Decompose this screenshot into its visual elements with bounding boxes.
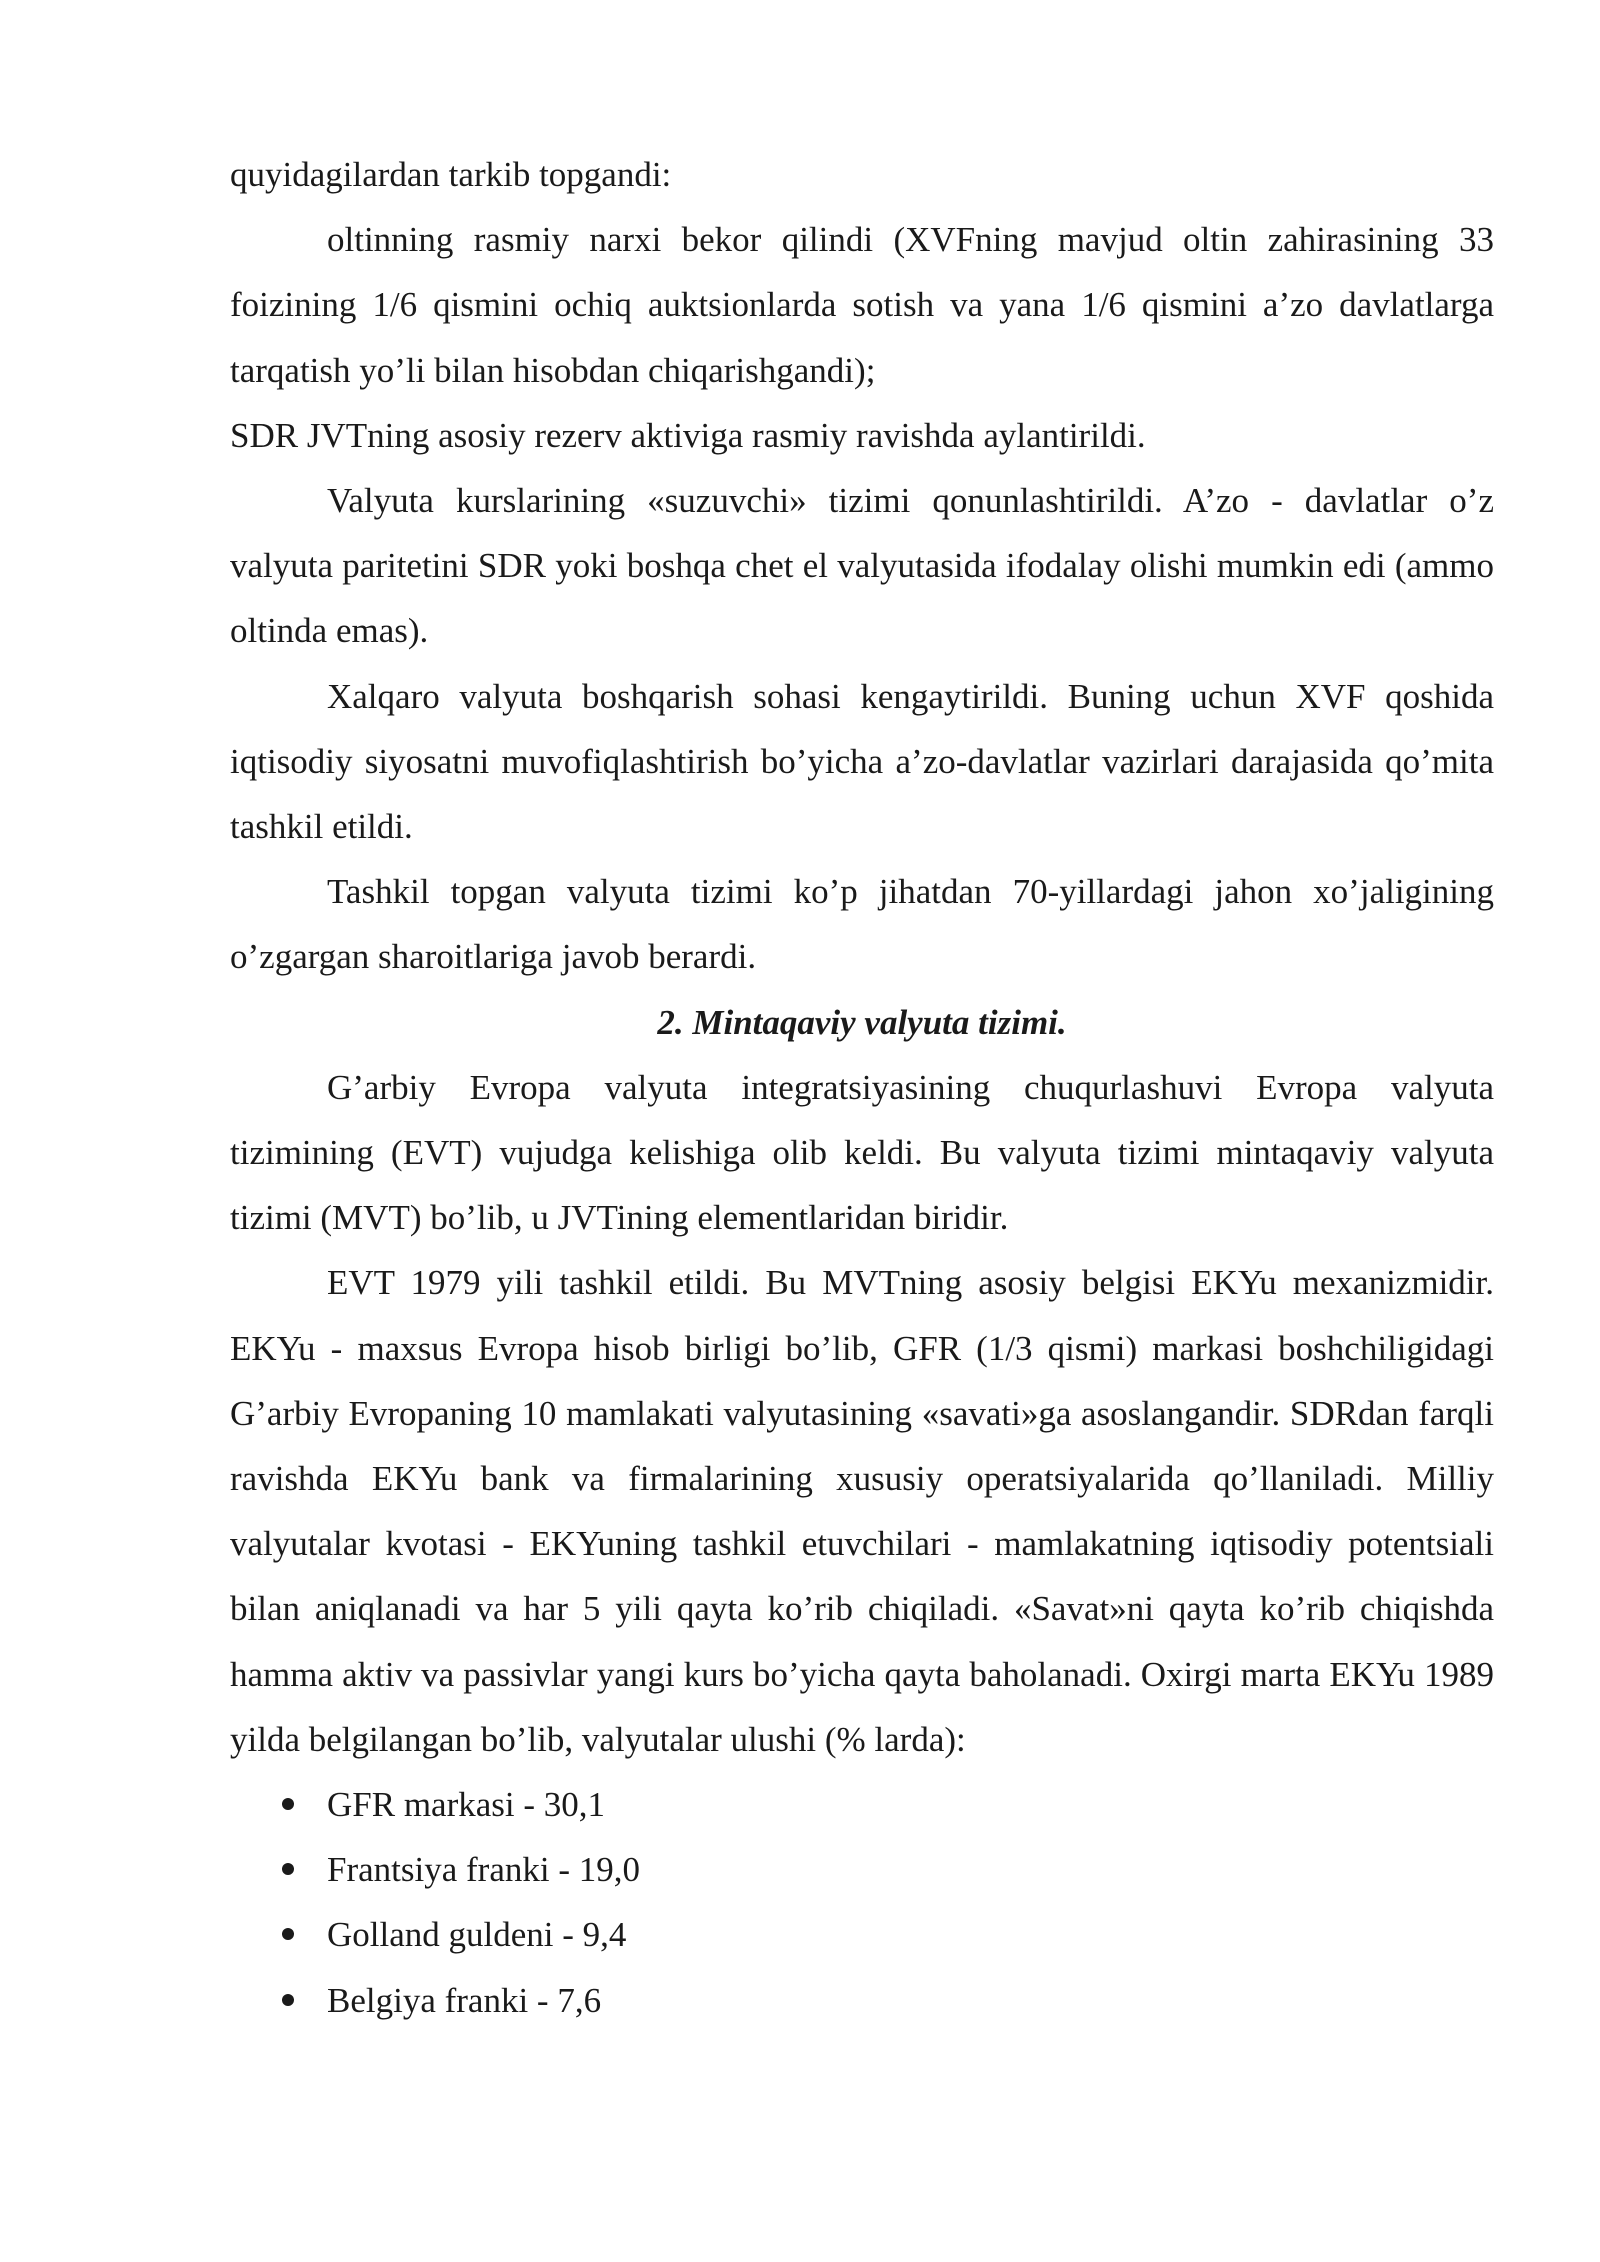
bullet-icon bbox=[282, 1863, 294, 1875]
list-item bbox=[230, 1837, 1494, 1902]
list-item-text: GFR markasi - 30,1 bbox=[327, 1785, 606, 1825]
list-item bbox=[230, 1902, 1494, 1967]
bullet-icon bbox=[282, 1928, 294, 1940]
list-item-text: Belgiya franki - 7,6 bbox=[327, 1980, 602, 2020]
bullet-icon bbox=[282, 1994, 294, 2006]
document-page bbox=[230, 142, 1494, 2033]
list-item bbox=[230, 1968, 1494, 2033]
currency-share-list bbox=[230, 1772, 1494, 2033]
paragraph-evt-integration: G’arbiy Evropa valyuta integratsiyasining chuqurlashuvi Evropa valyuta tizimining (EVT) vujudga kelishiga olib keldi. Bu valyuta tizimi mintaqaviy valyuta tizimi (MVT) bo’lib, u JVTining elementlaridan biridir. bbox=[230, 1067, 1494, 1238]
list-item-text: Golland guldeni - 9,4 bbox=[327, 1915, 627, 1955]
bullet-icon bbox=[282, 1798, 294, 1810]
list-item-text: Frantsiya franki - 19,0 bbox=[327, 1850, 640, 1890]
section-heading: 2. Mintaqaviy valyuta tizimi. bbox=[657, 1002, 1067, 1042]
paragraph-sdr: SDR JVTning asosiy rezerv aktiviga rasmiy ravishda aylantirildi. bbox=[230, 415, 1146, 455]
list-item bbox=[230, 1772, 1494, 1837]
paragraph-floating-rates: Valyuta kurslarining «suzuvchi» tizimi qonunlashtirildi. A’zo - davlatlar o’z valyuta paritetini SDR yoki boshqa chet el valyutasida ifodalay olishi mumkin edi (ammo oltinda emas). bbox=[230, 481, 1494, 651]
paragraph-system-response: Tashkil topgan valyuta tizimi ko’p jihatdan 70-yillardagi jahon xo’jaligining o’zgargan sharoitlariga javob berardi. bbox=[230, 872, 1494, 977]
paragraph-ekyu: EVT 1979 yili tashkil etildi. Bu MVTning asosiy belgisi EKYu mexanizmidir. EKYu - maxsus Evropa hisob birligi bo’lib, GFR (1/3 qismi) markasi boshchiligidagi G’arbiy Evropaning 10 mamlakati valyutasining «savati»ga asoslangandir. SDRdan farqli ravishda EKYu bank va firmalarining xususiy operatsiyalarida qo’llaniladi. Milliy valyutalar kvotasi - EKYuning tashkil etuvchilari - mamlakatning iqtisodiy potentsiali bilan aniqlanadi va har 5 yili qayta ko’rib chiqiladi. «Savat»ni qayta ko’rib chiqishda hamma aktiv va passivlar yangi kurs bo’yicha qayta baholanadi. Oxirgi marta EKYu 1989 yilda belgilangan bo’lib, valyutalar ulushi (% larda): bbox=[230, 1263, 1494, 1759]
paragraph-intro: quyidagilardan tarkib topgandi: bbox=[230, 155, 672, 194]
paragraph-gold-price: oltinning rasmiy narxi bekor qilindi (XVFning mavjud oltin zahirasining 33 foizining 1/6 qismini ochiq auktsionlarda sotish va yana 1/6 qismini a’zo davlatlarga tarqatish yo’li bilan hisobdan chiqarishgandi); bbox=[230, 220, 1494, 390]
paragraph-management: Xalqaro valyuta boshqarish sohasi kengaytirildi. Buning uchun XVF qoshida iqtisodiy siyosatni muvofiqlashtirish bo’yicha a’zo-davlatlar vazirlari darajasida qo’mita tashkil etildi. bbox=[230, 676, 1494, 847]
